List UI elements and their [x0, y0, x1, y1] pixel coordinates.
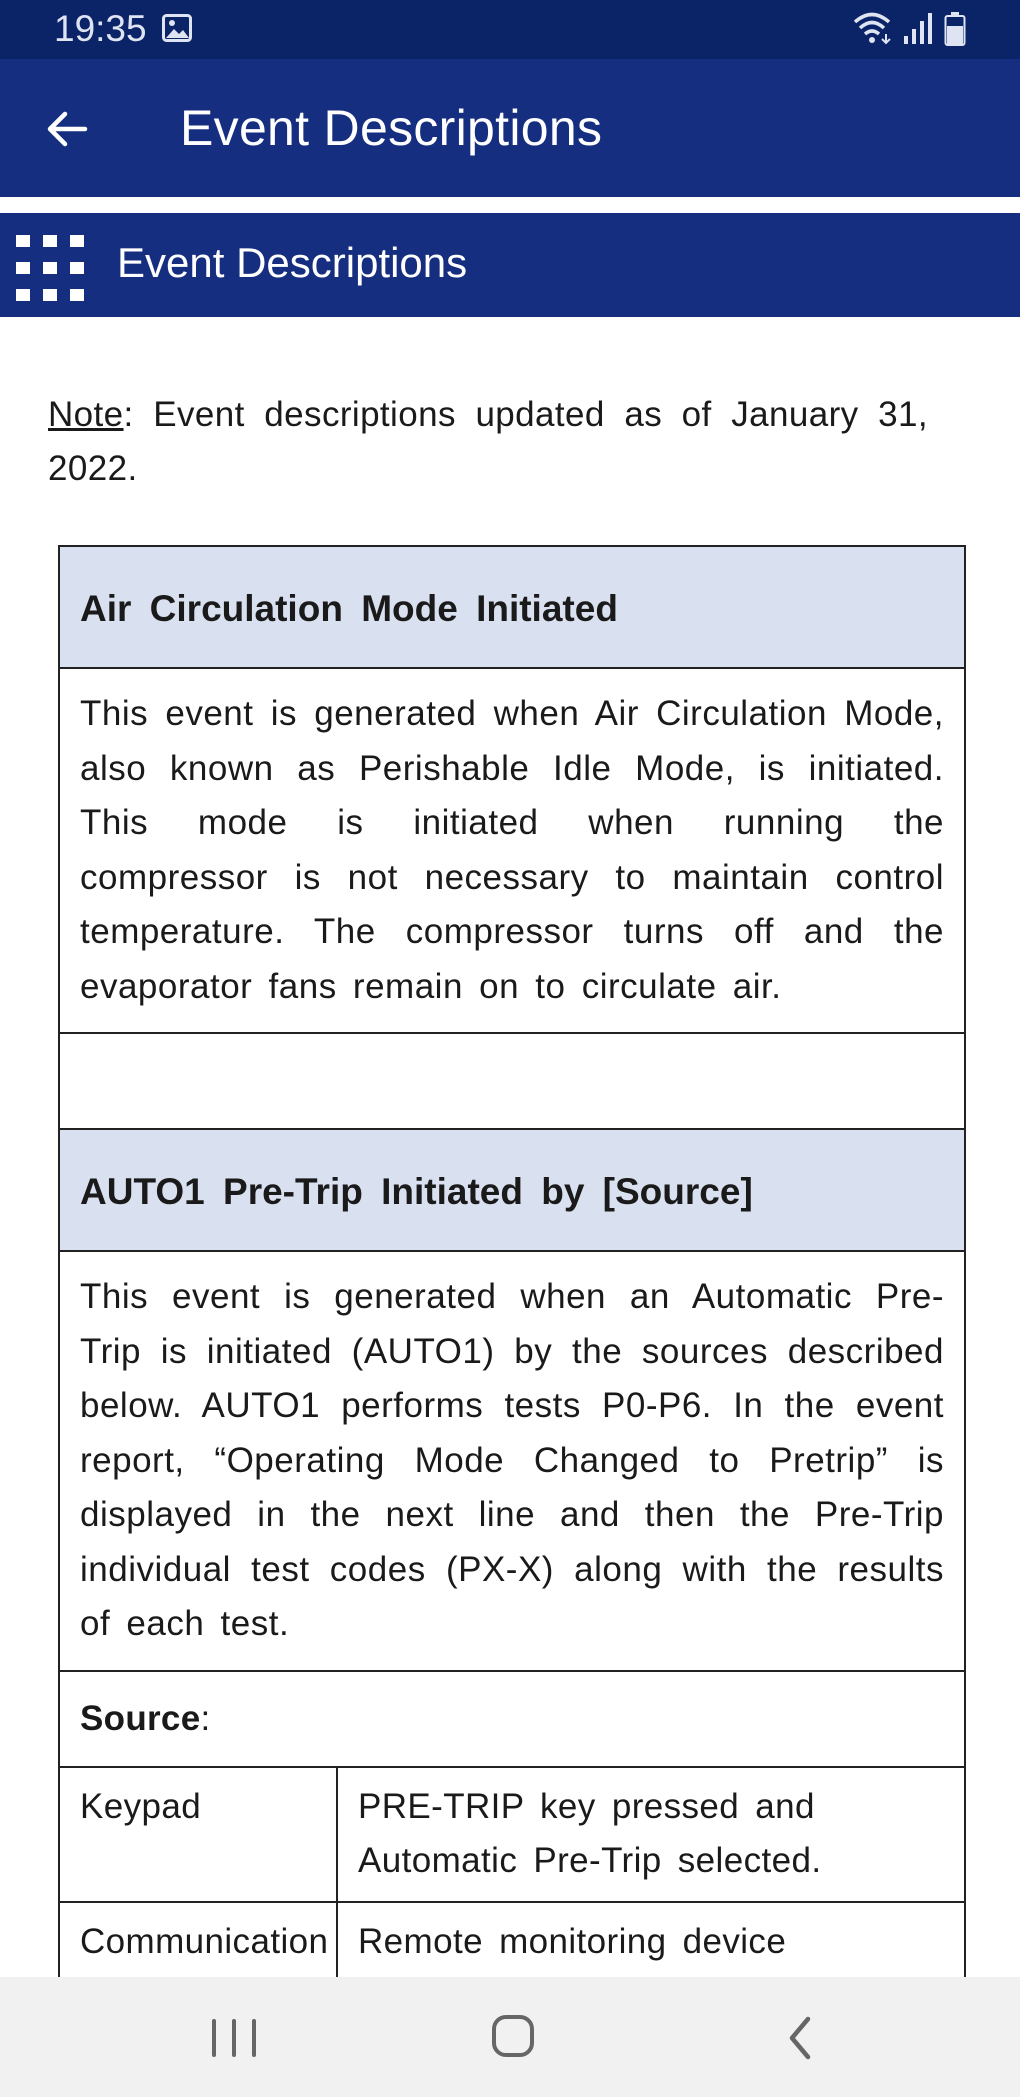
event-title-row	[59, 1129, 965, 1251]
wifi-icon	[853, 10, 895, 46]
source-detail: PRE-TRIP key pressed and Automatic Pre-Trip selected.	[337, 1767, 965, 1902]
source-name: Keypad	[59, 1767, 337, 1902]
system-nav-bar	[0, 1977, 1020, 2097]
event-description: This event is generated when an Automatic Pre-Trip is initiated (AUTO1) by the sources described below. AUTO1 performs tests P0-P6. In the event report, “Operating Mode Changed to Pretrip” is displayed in the next line and then the Pre-Trip individual test codes (PX-X) along with the results of each test.	[59, 1251, 965, 1671]
app-bar	[0, 59, 1020, 197]
source-label: Source	[80, 1698, 201, 1738]
divider	[0, 197, 1020, 213]
event-table	[58, 545, 966, 1977]
section-header	[0, 213, 1020, 317]
source-row	[59, 1902, 965, 1978]
arrow-left-icon	[45, 107, 89, 151]
event-title: Air Circulation Mode Initiated	[59, 546, 965, 668]
source-row	[59, 1767, 965, 1902]
source-detail: Remote monitoring device	[337, 1902, 965, 1978]
table-spacer-row	[59, 1033, 965, 1129]
event-title-row	[59, 546, 965, 668]
source-heading-row	[59, 1671, 965, 1767]
recents-icon[interactable]	[204, 2013, 264, 2063]
back-icon[interactable]	[776, 2011, 826, 2065]
grid-icon	[16, 235, 84, 301]
section-title: Event Descriptions	[117, 239, 468, 286]
event-description-row	[59, 668, 965, 1033]
image-icon	[162, 14, 192, 42]
home-icon[interactable]	[486, 2009, 540, 2063]
page-title: Event Descriptions	[180, 100, 603, 156]
note-paragraph	[48, 388, 928, 496]
signal-icon	[903, 12, 933, 44]
source-suffix: :	[200, 1698, 211, 1738]
battery-icon	[944, 12, 966, 46]
event-description: This event is generated when Air Circulation Mode, also known as Perishable Idle Mode, is initiated. This mode is initiated when running the compressor is not necessary to maintain control temperature. The compressor turns off and the evaporator fans remain on to circulate air.	[59, 668, 965, 1033]
event-description-row	[59, 1251, 965, 1671]
note-text: : Event descriptions updated as of January 31, 2022.	[48, 395, 928, 488]
content-scroll-area[interactable]	[0, 317, 1020, 1977]
back-button[interactable]	[22, 89, 112, 169]
source-name: Communication	[59, 1902, 337, 1978]
status-bar	[0, 0, 1020, 59]
source-heading	[59, 1671, 965, 1767]
note-label: Note	[48, 395, 124, 434]
status-time: 19:35	[54, 8, 147, 49]
event-title: AUTO1 Pre-Trip Initiated by [Source]	[59, 1129, 965, 1251]
